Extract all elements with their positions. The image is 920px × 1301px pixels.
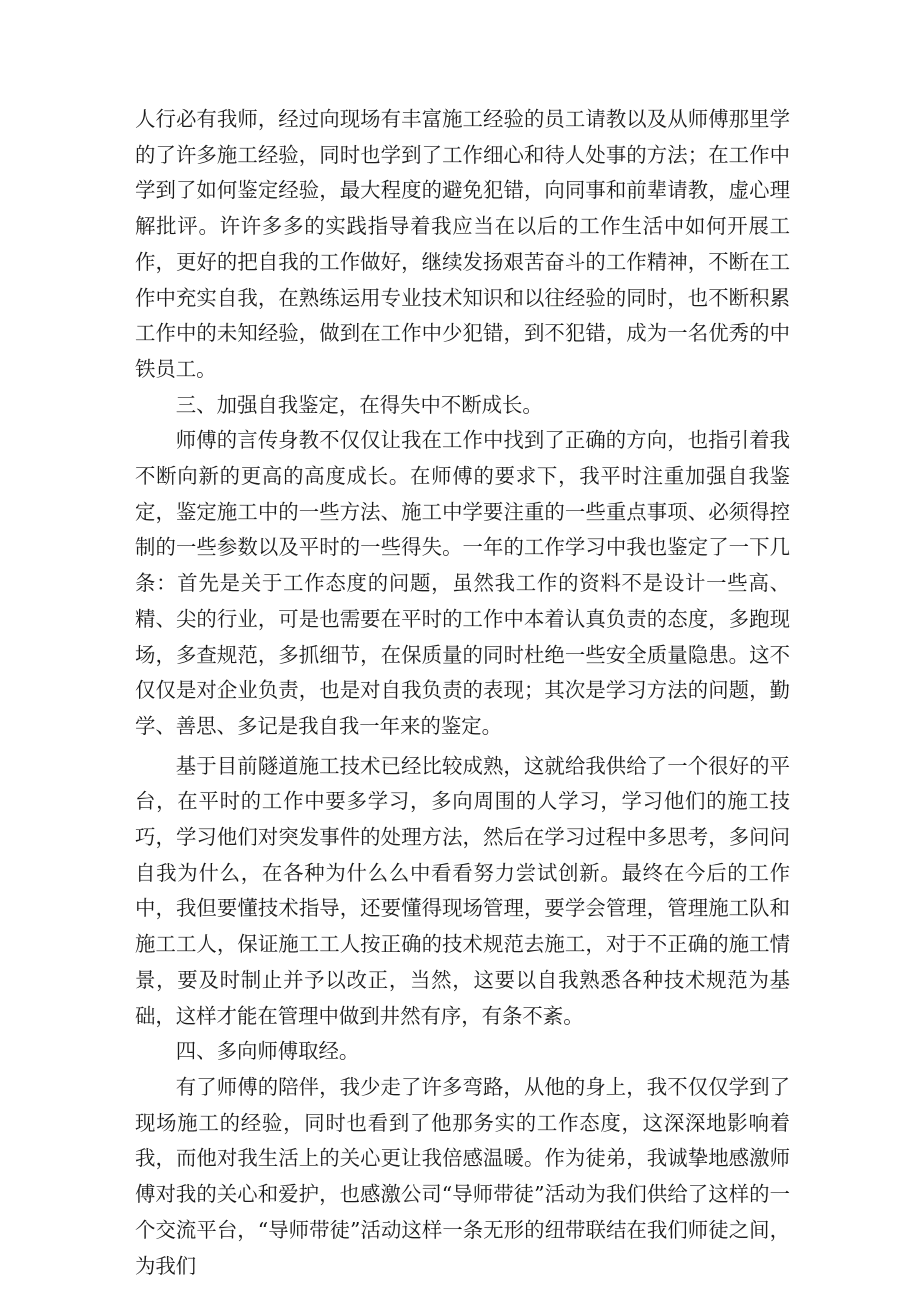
section-heading-four: 四、多向师傅取经。 <box>175 1039 360 1064</box>
paragraph-self-assessment: 师傅的言传身教不仅仅让我在工作中找到了正确的方向，也指引着我不断向新的更高的高度成长。在师傅的要求下，我平时注重加强自我鉴定，鉴定施工中的一些方法、施工中学要注重的一些重点事项、必须得控制的一些参数以及平时的一些得失。一年的工作学习中我也鉴定了一下几条：首先是关于工作态度的问题，虽然我工作的资料不是设计一些高、精、尖的行业，可是也需要在平时的工作中本着认真负责的态度，多跑现场，多查规范，多抓细节，在保质量的同时杜绝一些安全质量隐患。这不仅仅是对企业负责，也是对自我负责的表现；其次是学习方法的问题，勤学、善思、多记是我自我一年来的鉴定。 <box>135 428 790 738</box>
document-body <box>135 102 790 1284</box>
paragraph-tunnel-construction: 基于目前隧道施工技术已经比较成熟，这就给我供给了一个很好的平台，在平时的工作中要多学习，多向周围的人学习，学习他们的施工技巧，学习他们对突发事件的处理方法，然后在学习过程中多思考，多问问自我为什么，在各种为什么么中看看努力尝试创新。最终在今后的工作中，我但要懂技术指导，还要懂得现场管理，要学会管理，管理施工队和施工工人，保证施工工人按正确的技术规范去施工，对于不正确的施工情景，要及时制止并予以改正，当然，这要以自我熟悉各种技术规范为基础，这样才能在管理中做到井然有序，有条不紊。 <box>135 753 790 1028</box>
paragraph-continuation: 人行必有我师，经过向现场有丰富施工经验的员工请教以及从师傅那里学的了许多施工经验，同时也学到了工作细心和待人处事的方法；在工作中学到了如何鉴定经验，最大程度的避免犯错，向同事和前辈请教，虚心理解批评。许许多多的实践指导着我应当在以后的工作生活中如何开展工作，更好的把自我的工作做好，继续发扬艰苦奋斗的工作精神，不断在工作中充实自我，在熟练运用专业技术知识和以往经验的同时，也不断积累工作中的未知经验，做到在工作中少犯错，到不犯错，成为一名优秀的中铁员工。 <box>135 107 790 381</box>
paragraph-mentor: 有了师傅的陪伴，我少走了许多弯路，从他的身上，我不仅仅学到了现场施工的经验，同时也看到了他那务实的工作态度，这深深地影响着我，而他对我生活上的关心更让我倍感温暖。作为徒弟，我诚挚地感激师傅对我的关心和爱护，也感激公司“导师带徒”活动为我们供给了这样的一个交流平台，“导师带徒”活动这样一条无形的纽带联结在我们师徒之间，为我们 <box>135 1074 790 1278</box>
section-heading-three: 三、加强自我鉴定，在得失中不断成长。 <box>175 392 543 417</box>
